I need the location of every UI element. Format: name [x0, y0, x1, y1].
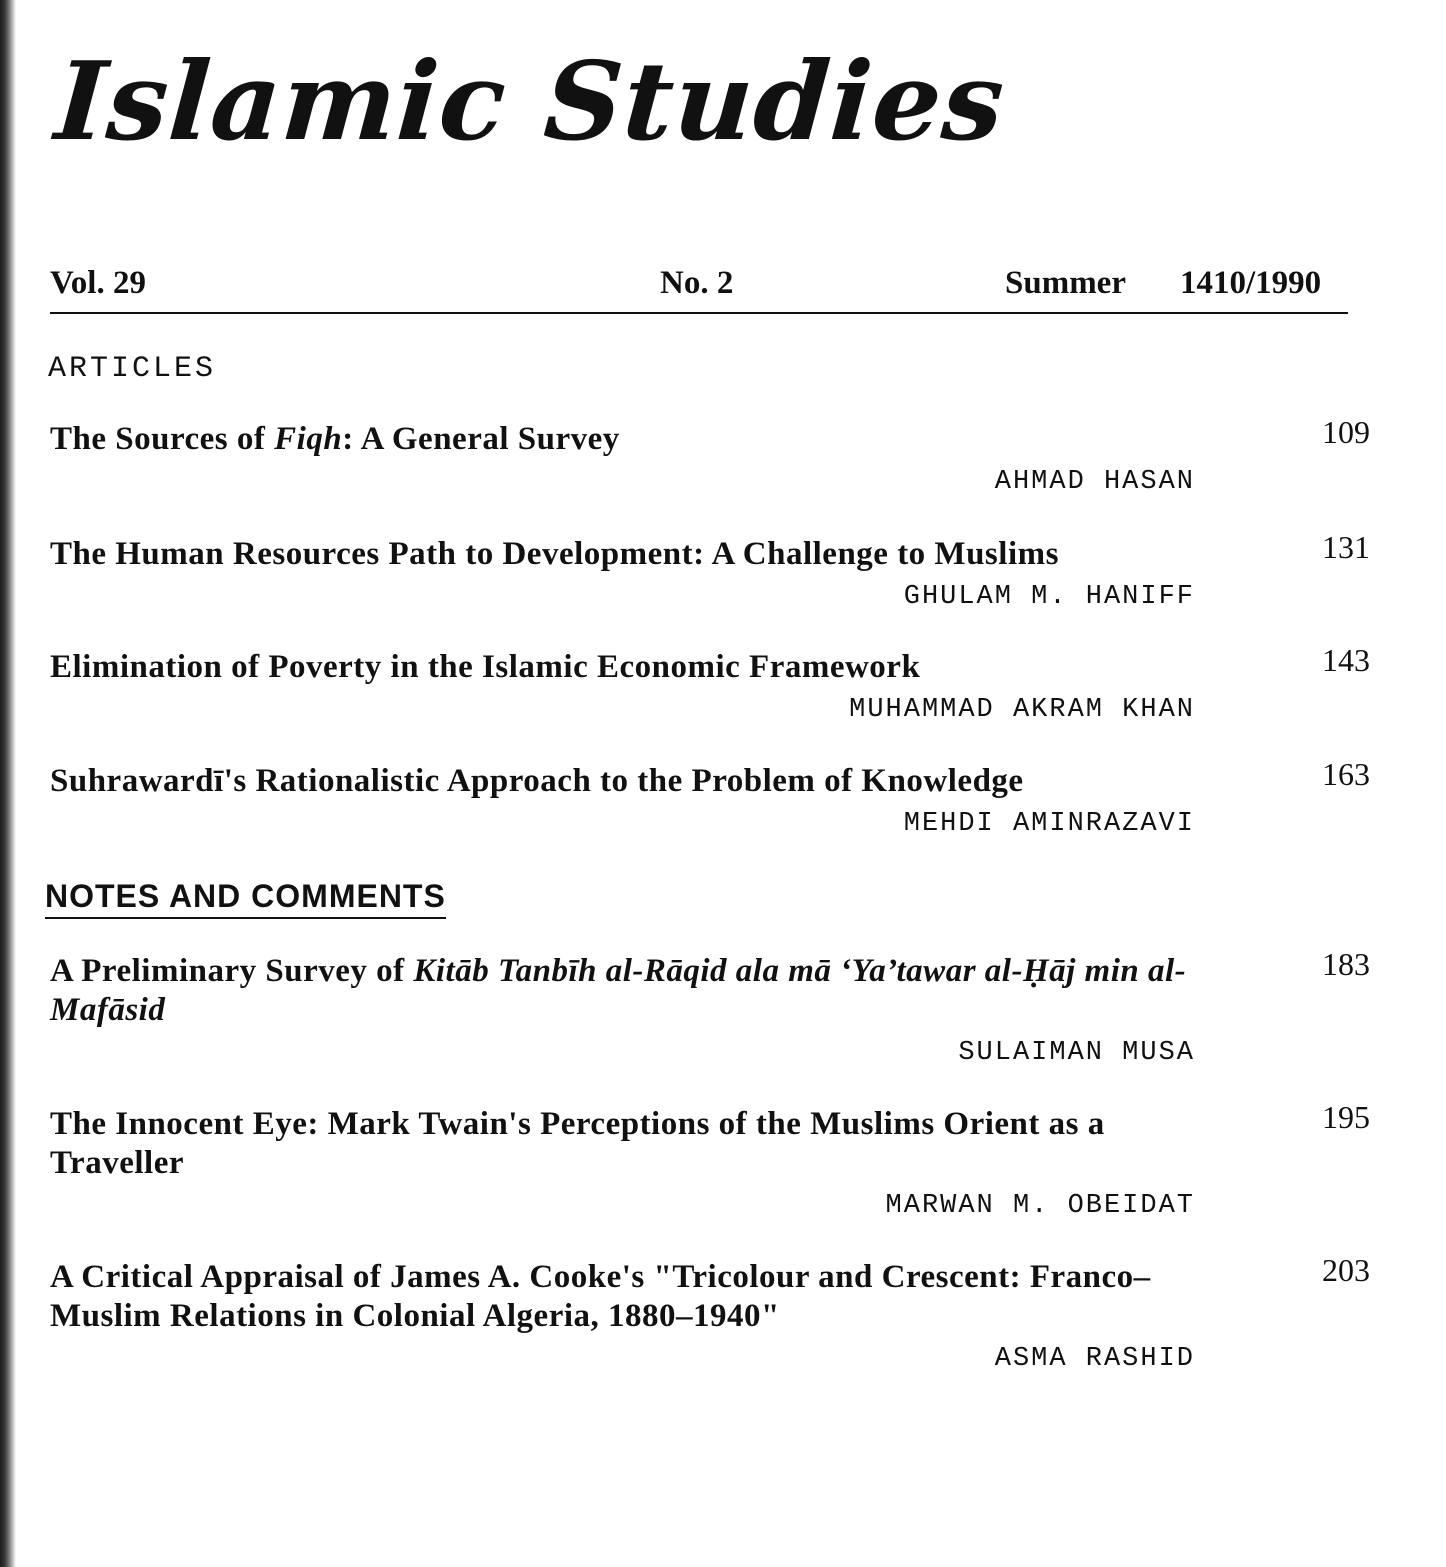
note-page-number: 195	[1322, 1099, 1370, 1135]
article-title: The Human Resources Path to Development: A Challenge to Muslims	[50, 536, 1059, 572]
article-author: AHMAD HASAN	[994, 467, 1195, 497]
note-author: MARWAN M. OBEIDAT	[885, 1191, 1195, 1221]
articles-heading: ARTICLES	[48, 352, 217, 386]
issue-year: 1410/1990	[1180, 265, 1322, 301]
header-rule	[50, 312, 1348, 314]
issue-season: Summer	[1005, 265, 1126, 301]
article-title: Suhrawardī's Rationalistic Approach to the Problem of Knowledge	[50, 763, 1024, 799]
article-author: MEHDI AMINRAZAVI	[903, 809, 1195, 839]
issue-volume: Vol. 29	[50, 265, 146, 301]
article-entry	[50, 414, 1370, 497]
article-entry	[50, 529, 1370, 612]
journal-masthead: Islamic Studies	[51, 39, 1009, 165]
article-author: MUHAMMAD AKRAM KHAN	[849, 695, 1195, 725]
note-title: A Critical Appraisal of James A. Cooke's "Tricolour and Crescent: Franco–Muslim Relations in Colonial Algeria, 1880–1940"	[50, 1259, 1151, 1334]
note-page-number: 183	[1322, 946, 1370, 982]
note-author: ASMA RASHID	[994, 1344, 1195, 1374]
article-page-number: 109	[1322, 414, 1370, 450]
note-entry	[50, 946, 1370, 1068]
note-title: A Preliminary Survey of Kitāb Tanbīh al-Rāqid ala mā ‘Ya’tawar al-Ḥāj min al-Mafāsid	[50, 953, 1187, 1028]
article-title: Elimination of Poverty in the Islamic Economic Framework	[50, 649, 921, 685]
note-entry	[50, 1099, 1370, 1221]
note-page-number: 203	[1322, 1252, 1370, 1288]
article-page-number: 131	[1322, 529, 1370, 565]
article-title: The Sources of Fiqh: A General Survey	[50, 421, 620, 457]
article-entry	[50, 756, 1370, 839]
note-title: The Innocent Eye: Mark Twain's Perceptions of the Muslims Orient as a Traveller	[50, 1106, 1105, 1181]
notes-heading: NOTES AND COMMENTS	[45, 878, 446, 919]
issue-number: No. 2	[660, 265, 734, 301]
note-author: SULAIMAN MUSA	[958, 1038, 1195, 1068]
article-author: GHULAM M. HANIFF	[903, 582, 1195, 612]
article-entry	[50, 642, 1370, 725]
article-page-number: 163	[1322, 756, 1370, 792]
note-entry	[50, 1252, 1370, 1374]
scan-edge	[0, 0, 16, 1567]
article-page-number: 143	[1322, 642, 1370, 678]
